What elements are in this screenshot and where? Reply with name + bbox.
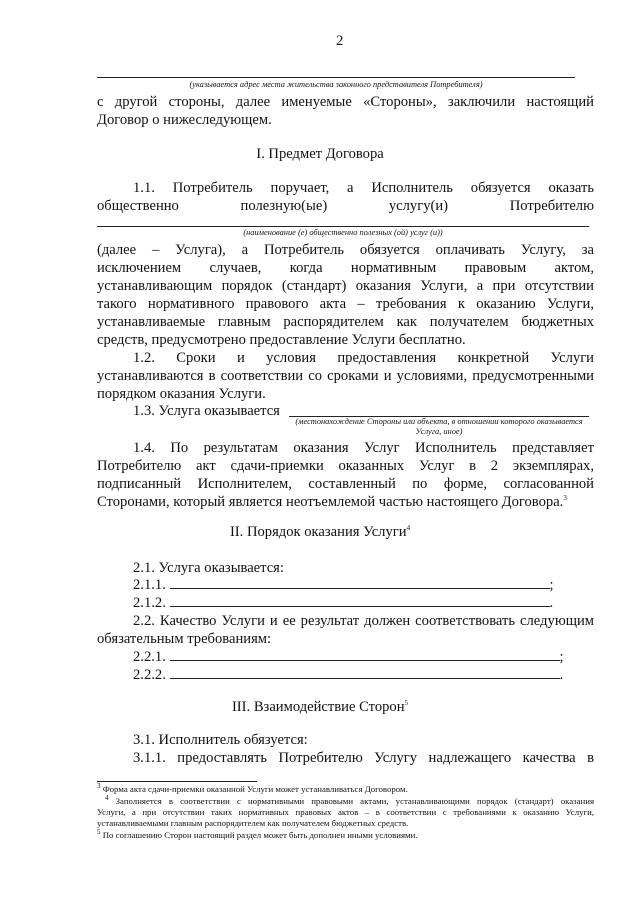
clause-2-2-1 — [133, 648, 564, 666]
clause-2-1-1-blank — [170, 576, 550, 589]
footnote-5-text: По соглашению Сторон настоящий раздел может быть дополнен иными условиями. — [102, 830, 418, 840]
intro-line-1: с другой стороны, далее именуемые «Стороны», заключили настоящий — [97, 94, 594, 110]
footnote-ref-3: 3 — [563, 494, 567, 503]
clause-1-4-line-1: 1.4. По результатам оказания Услуг Исполнитель представляет — [133, 440, 594, 456]
intro-line-2: Договор о нижеследующем. — [97, 112, 272, 128]
clause-2-2-1-label: 2.2.1. — [133, 649, 166, 665]
location-hint: (местонахождение Стороны или объекта, в отношении которого оказывается Услуга, иное) — [295, 417, 583, 436]
footnote-4-line-1: Заполняется в соответствии с нормативными правовыми актами, устанавливающими порядок (стандарт) оказания — [115, 796, 595, 806]
service-name-line — [97, 226, 589, 227]
page-number: 2 — [336, 33, 344, 49]
section-3-title — [0, 698, 640, 716]
address-line — [97, 77, 575, 78]
footnote-4 — [97, 796, 594, 829]
clause-2-2-2-label: 2.2.2. — [133, 667, 166, 683]
section-3-title-text: III. Взаимодействие Сторон — [231, 699, 405, 715]
clause-2-2-line-1: 2.2. Качество Услуги и ее результат должен соответствовать следующим — [133, 613, 594, 629]
clause-1-3: 1.3. Услуга оказывается — [133, 403, 280, 419]
footnote-3-mark: 3 — [97, 782, 101, 791]
footnote-separator — [97, 781, 257, 782]
footnote-3-text: Форма акта сдачи-приемки оказанной Услуги может устанавливаться Договором. — [102, 784, 408, 794]
clause-2-2-2 — [133, 666, 563, 684]
clause-1-1-rest-2: исключением случаев, когда нормативным правовым актом, — [97, 260, 594, 276]
clause-1-4-last-text: Сторонами, который является неотъемлемой частью настоящего Договора. — [97, 494, 564, 510]
section-2-title — [0, 523, 640, 541]
section-2-title-text: II. Порядок оказания Услуги — [229, 524, 407, 540]
clause-2-1-2-blank — [170, 594, 550, 607]
clause-2-2-1-blank — [170, 648, 560, 661]
clause-2-1-2 — [133, 594, 553, 612]
clause-1-1-rest-1: (далее – Услуга), а Потребитель обязуется оплачивать Услугу, за — [97, 242, 594, 258]
footnote-4-line-3: устанавливаемыми главным распорядителем как получателем бюджетных средств. — [97, 818, 409, 828]
clause-1-4-line-3: подписанный Исполнителем, составленный по форме, согласованной — [97, 476, 594, 492]
clause-2-2-2-end: . — [559, 667, 564, 683]
clause-2-2-1-end: ; — [559, 649, 564, 665]
service-name-hint: (наименование (е) общественно полезных (ой) услуг (и)) — [243, 228, 443, 237]
footnote-5 — [97, 830, 594, 841]
clause-1-1-rest-5: устанавливаемые главным распорядителем как получателем бюджетных — [97, 314, 594, 330]
clause-1-1-rest-4: такого нормативного правового акта – требования к оказанию Услуги, — [97, 296, 594, 312]
clause-1-4-last — [97, 493, 567, 511]
clause-3-1: 3.1. Исполнитель обязуется: — [133, 732, 308, 748]
clause-2-2-last: обязательным требованиям: — [97, 631, 272, 647]
footnote-ref-4: 4 — [406, 524, 411, 533]
clause-1-4-line-2: Потребителю акт сдачи-приемки оказанных Услуг в 2 экземплярах, — [97, 458, 594, 474]
footnote-4-mark: 4 — [105, 794, 109, 803]
section-1-title: I. Предмет Договора — [256, 146, 384, 162]
clause-2-1-1 — [133, 576, 554, 594]
address-hint: (указывается адрес места жительства законного представителя Потребителя) — [189, 80, 483, 89]
clause-2-1-2-end: . — [549, 595, 554, 611]
clause-2-1-1-label: 2.1.1. — [133, 577, 166, 593]
footnote-3 — [97, 784, 594, 795]
clause-1-1-line-1: 1.1. Потребитель поручает, а Исполнитель обязуется оказать — [133, 180, 594, 196]
clause-2-1-1-end: ; — [549, 577, 554, 593]
footnote-5-mark: 5 — [97, 828, 101, 837]
footnote-4-line-2: Услуги, а при отсутствии таких нормативных правовых актов – в соответствии с требованиями к оказанию Услуги, — [97, 807, 594, 817]
clause-1-2-last: порядком оказания Услуги. — [97, 386, 266, 402]
clause-1-1-rest-3: устанавливающим порядок (стандарт) оказания Услуги, а при отсутствии — [97, 278, 594, 294]
clause-1-1-line-2: общественно полезную(ые) услугу(и) Потребителю — [97, 198, 594, 214]
clause-2-1: 2.1. Услуга оказывается: — [133, 560, 284, 576]
clause-1-1-last: средств, предусмотрено предоставление Услуги бесплатно. — [97, 332, 466, 348]
footnote-ref-5: 5 — [404, 699, 409, 708]
clause-1-2-line-1: 1.2. Сроки и условия предоставления конкретной Услуги — [133, 350, 594, 366]
clause-2-2-2-blank — [170, 666, 560, 679]
clause-2-1-2-label: 2.1.2. — [133, 595, 166, 611]
clause-1-2-line-2: устанавливаются в соответствии со сроками и условиями, предусмотренными — [97, 368, 594, 384]
clause-3-1-1: 3.1.1. предоставлять Потребителю Услугу надлежащего качества в — [133, 750, 594, 766]
